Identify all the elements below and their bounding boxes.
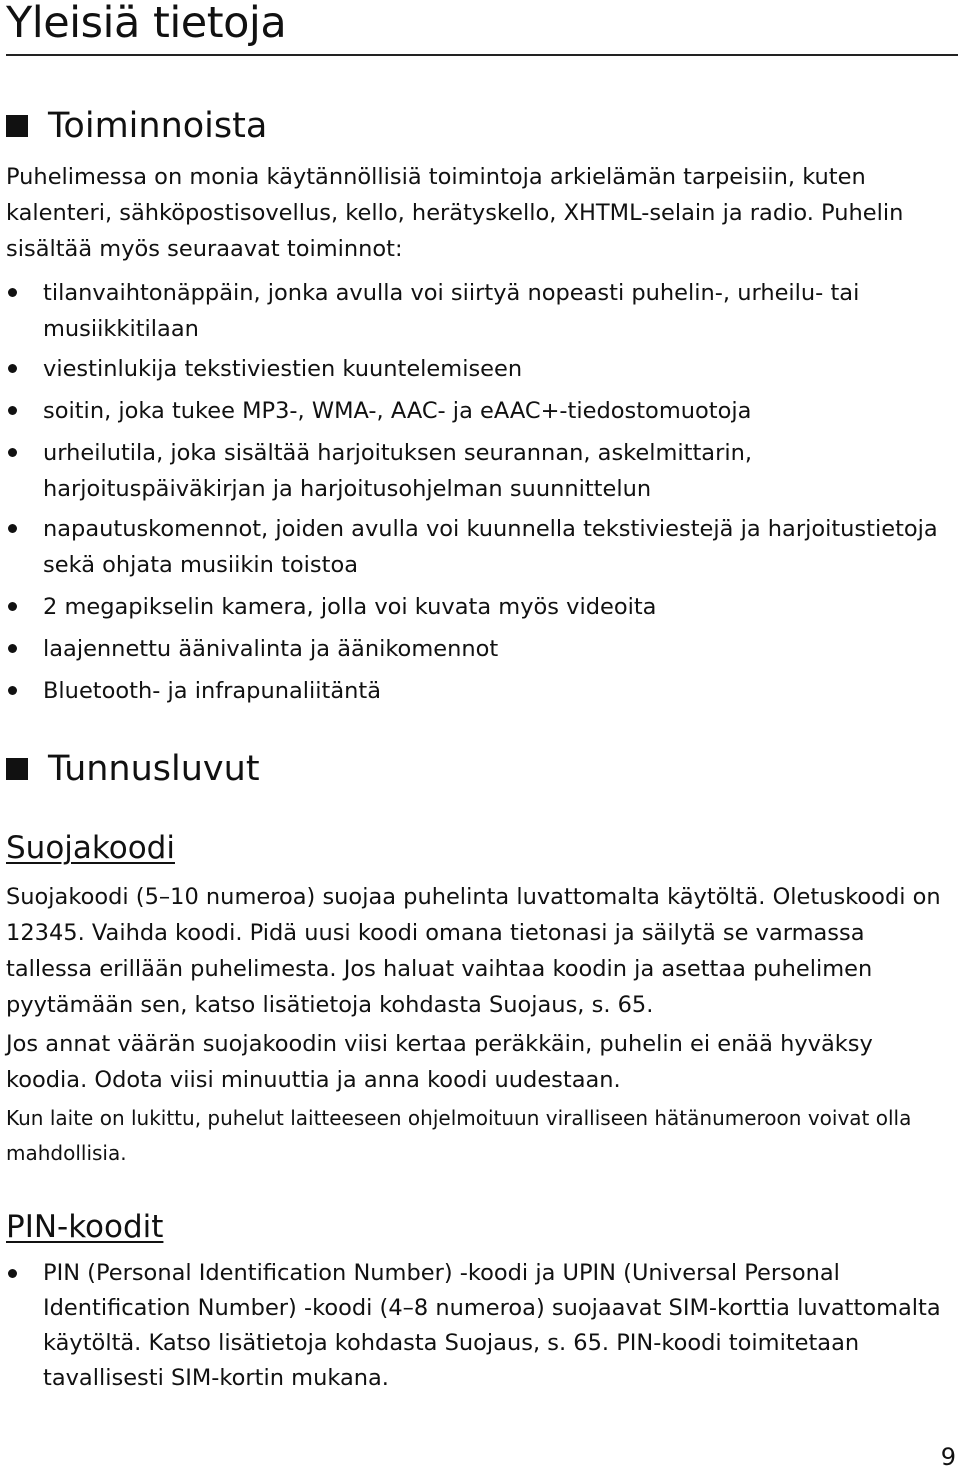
section-heading-text: Tunnusluvut [48,749,260,789]
bullet-icon [8,406,17,415]
bullet-icon [8,524,17,533]
features-list [6,275,956,709]
bullet-icon [8,602,17,611]
list-item [6,435,956,507]
list-item [6,275,956,347]
bullet-icon [8,448,17,457]
list-item [6,589,956,625]
suojakoodi-paragraph-2: Jos annat väärän suojakoodin viisi kertaa peräkkäin, puhelin ei enää hyväksy koodia. Odota viisi minuuttia ja anna koodi uudestaan. [6,1031,873,1093]
list-item-text: tilanvaihtonäppäin, jonka avulla voi siirtyä nopeasti puhelin-, urheilu- tai musiikkitilaan [43,280,860,342]
list-item-text: urheilutila, joka sisältää harjoituksen seurannan, askelmittarin, harjoituspäiväkirjan ja harjoitusohjelman suunnittelun [43,440,753,502]
title-rule [6,54,958,56]
intro-paragraph: Puhelimessa on monia käytännöllisiä toimintoja arkielämän tarpeisiin, kuten kalenteri, sähköpostisovellus, kello, herätyskello, XHTML-selain ja radio. Puhelin sisältää myös seuraavat toiminnot: [6,164,904,262]
list-item-text: napautuskomennot, joiden avulla voi kuunnella tekstiviestejä ja harjoitustietoja sekä ohjata musiikin toistoa [43,516,938,578]
emergency-note: Kun laite on lukittu, puhelut laitteeseen ohjelmoituun viralliseen hätänumeroon voivat olla mahdollisia. [6,1106,912,1165]
pin-list [6,1256,956,1396]
suojakoodi-paragraph-1: Suojakoodi (5–10 numeroa) suojaa puhelinta luvattomalta käytöltä. Oletuskoodi on 12345. Vaihda koodi. Pidä uusi koodi omana tietonasi ja säilytä se varmassa tallessa erillään puhelimesta. Jos haluat vaihtaa koodin ja asettaa puhelimen pyytämään sen, katso lisätietoja kohdasta Suojaus, s. 65. [6,884,941,1018]
section-heading-text: Toiminnoista [48,106,268,146]
bullet-icon [8,644,17,653]
subheading-pin-koodit: PIN-koodit [6,1209,164,1245]
list-item-text: PIN (Personal Identification Number) -koodi ja UPIN (Universal Personal Identification Number) -koodi (4–8 numeroa) suojaavat SIM-korttia luvattomalta käytöltä. Katso lisätietoja kohdasta Suojaus, s. 65. PIN-koodi toimitetaan tavallisesti SIM-kortin mukana. [43,1260,941,1391]
list-item [6,393,956,429]
square-bullet-icon [6,115,28,137]
list-item-text: Bluetooth- ja infrapunaliitäntä [43,678,381,704]
section-heading-tunnusluvut [6,749,956,789]
list-item [6,631,956,667]
list-item-text: viestinlukija tekstiviestien kuuntelemiseen [43,356,523,382]
page-number: 9 [940,1443,956,1471]
list-item-text: 2 megapikselin kamera, jolla voi kuvata myös videoita [43,594,657,620]
bullet-icon [8,364,17,373]
bullet-icon [8,686,17,695]
subheading-suojakoodi: Suojakoodi [6,830,175,866]
bullet-icon [8,288,17,297]
document-page [6,0,956,1396]
list-item [6,1256,956,1396]
page-title: Yleisiä tietoja [6,0,287,48]
list-item [6,351,956,387]
bullet-icon [8,1269,17,1278]
list-item-text: laajennettu äänivalinta ja äänikomennot [43,636,499,662]
list-item [6,673,956,709]
list-item-text: soitin, joka tukee MP3-, WMA-, AAC- ja eAAC+-tiedostomuotoja [43,398,752,424]
section-heading-toiminnoista [6,106,956,146]
list-item [6,511,956,583]
square-bullet-icon [6,758,28,780]
